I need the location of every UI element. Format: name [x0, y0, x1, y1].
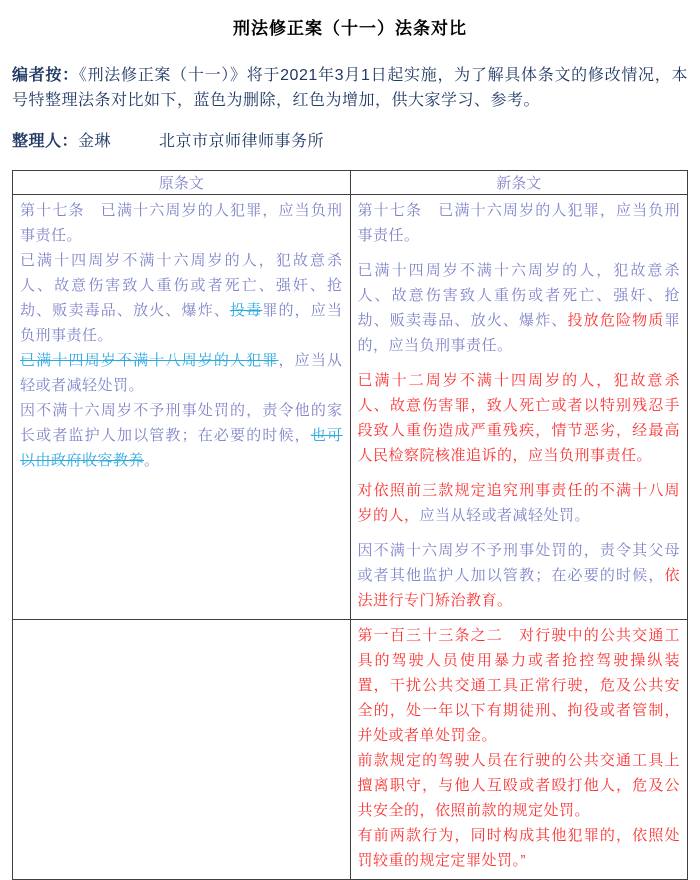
comparison-table-head: [13, 171, 688, 195]
article-paragraph: [20, 198, 343, 248]
article-paragraph: [358, 623, 681, 748]
added-text: 对依照前三款规定追究刑事责任的不满十八周岁的人，: [357, 482, 680, 524]
added-text: 已满十二周岁不满十四周岁的人，犯故意杀人、故意伤害罪，致人死亡或者以特别残忍手段致人重伤造成严重残疾，情节恶劣，经最高人民检察院核准追诉的，应当负刑事责任。: [357, 372, 680, 464]
article-text: 因不满十六周岁不予刑事处罚的，责令他的家长或者监护人加以管教；在必要的时候，: [20, 402, 343, 444]
article-text: 。: [144, 452, 160, 469]
comparison-table-body: [13, 195, 688, 880]
editor-note: [12, 63, 688, 113]
comparison-table: [12, 170, 688, 880]
editor-note-text: 《刑法修正案（十一）》将于2021年3月1日起实施，为了解具体条文的修改情况，本号特整理法条对比如下，蓝色为删除，红色为增加，供大家学习、参考。: [12, 67, 688, 109]
article-paragraph: [358, 478, 681, 528]
editor-note-label: 编者按：: [12, 67, 79, 84]
article-paragraph: [20, 348, 343, 398]
article-text: 因不满十六周岁不予刑事处罚的，责令其父母或者其他监护人加以管教；在必要的时候，: [357, 542, 680, 584]
table-row: [13, 195, 688, 620]
article-paragraph: [358, 823, 681, 873]
article-paragraph: [20, 248, 343, 348]
old-article-cell: [13, 620, 351, 880]
new-article-cell: [350, 195, 688, 620]
page-title: 刑法修正案（十一）法条对比: [233, 19, 467, 38]
article-text: ，应当从轻或者减轻处罚。: [20, 352, 343, 394]
article-text: 罪的，应当负刑事责任。: [357, 312, 680, 354]
compiler-line: [12, 129, 688, 154]
added-text: 投放危险物质: [567, 312, 665, 329]
article-text: 罪的，应当负刑事责任。: [20, 302, 343, 344]
deleted-text: 也可以由政府收容教养: [20, 427, 343, 469]
article-paragraph: [358, 538, 681, 613]
column-header-new: 新条文: [350, 171, 688, 195]
article-paragraph: [20, 398, 343, 473]
deleted-text: 投毒: [230, 302, 263, 319]
article-text: 已满十四周岁不满十六周岁的人，犯故意杀人、故意伤害致人重伤或者死亡、强奸、抢劫、贩卖毒品、放火、爆炸、: [20, 252, 343, 319]
article-text: 已满十四周岁不满十六周岁的人，犯故意杀人、故意伤害致人重伤或者死亡、强奸、抢劫、贩卖毒品、放火、爆炸、: [357, 262, 680, 329]
added-text: 依法进行专门矫治教育。: [357, 567, 680, 609]
compiler-firm: 北京市京师律师事务所: [159, 133, 325, 150]
added-text: 前款规定的驾驶人员在行驶的公共交通工具上擅离职守，与他人互殴或者殴打他人，危及公共安全的，依照前款的规定处罚。: [357, 752, 680, 819]
column-header-old: 原条文: [13, 171, 351, 195]
new-article-cell: [350, 620, 688, 880]
compiler-label: 整理人：: [12, 133, 79, 150]
article-text: 第十七条 已满十六周岁的人犯罪，应当负刑事责任。: [20, 202, 343, 244]
header-row: [13, 171, 688, 195]
article-text: 应当从轻或者减轻处罚。: [419, 507, 591, 524]
table-row: [13, 620, 688, 880]
article-paragraph: [358, 198, 681, 248]
added-text: 有前两款行为，同时构成其他犯罪的，依照处罚较重的规定定罪处罚。”: [357, 827, 680, 869]
article-paragraph: [358, 258, 681, 358]
compiler-name: 金琳: [78, 133, 112, 150]
article-paragraph: [358, 368, 681, 468]
deleted-text: 已满十四周岁不满十八周岁的人犯罪: [20, 352, 279, 369]
article-paragraph: [358, 748, 681, 823]
old-article-cell: [13, 195, 351, 620]
added-text: 第一百三十三条之二 对行驶中的公共交通工具的驾驶人员使用暴力或者抢控驾驶操纵装置，干扰公共交通工具正常行驶，危及公共安全的，处一年以下有期徒刑、拘役或者管制，并处或者单处罚金。: [357, 627, 680, 744]
article-text: 第十七条 已满十六周岁的人犯罪，应当负刑事责任。: [357, 202, 680, 244]
